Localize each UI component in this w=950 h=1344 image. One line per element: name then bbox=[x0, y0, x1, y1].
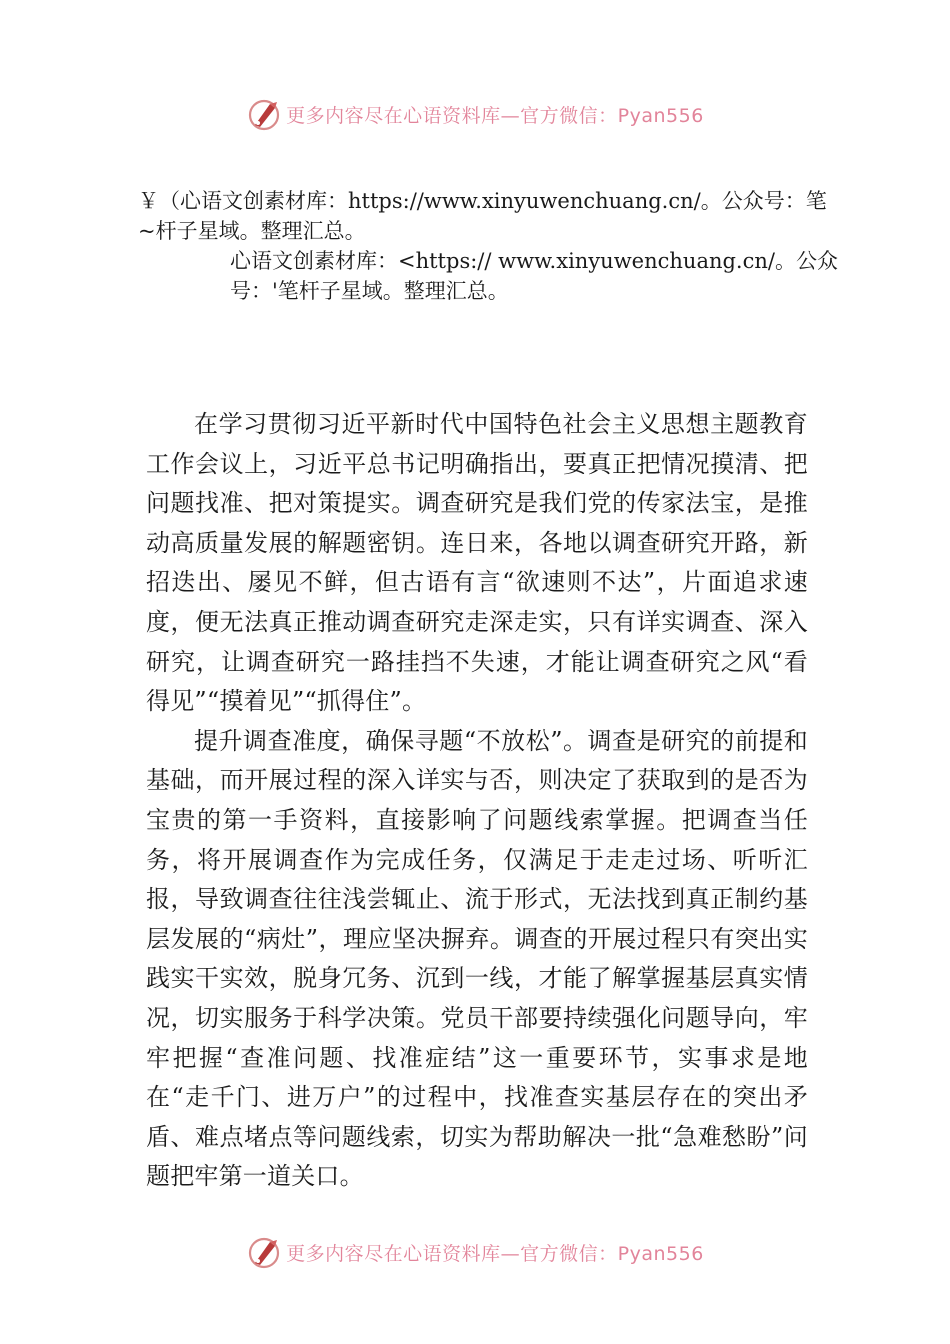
article-paragraph: 在学习贯彻习近平新时代中国特色社会主义思想主题教育工作会议上，习近平总书记明确指出，要真正把情况摸清、把问题找准、把对策提实。调查研究是我们党的传家法宝，是推动高质量发展的解题密钥。连日来，各地以调查研究开路，新招迭出、屡见不鲜，但古语有言“欲速则不达”，片面追求速度，便无法真正推动调查研究走深走实，只有详实调查、深入研究，让调查研究一路挂挡不失速，才能让调查研究之风“看得见”“摸着见”“抓得住”。 bbox=[146, 410, 808, 716]
source-note-1: ￥（心语文创素材库：https://www.xinyuwenchuang.cn/。公众号：笔~杆子星域。整理汇总。 bbox=[138, 189, 827, 243]
article-body bbox=[146, 405, 808, 1197]
header-banner bbox=[0, 94, 950, 134]
banner-text: 更多内容尽在心语资料库—官方微信：Pyan556 bbox=[286, 104, 704, 127]
source-note-2: 心语文创素材库：<https:// www.xinyuwenchuang.cn/。公众号：'笔杆子星域。整理汇总。 bbox=[230, 249, 838, 303]
article-paragraph: 提升调查准度，确保寻题“不放松”。调查是研究的前提和基础，而开展过程的深入详实与否，则决定了获取到的是否为宝贵的第一手资料，直接影响了问题线索掌握。把调查当任务，将开展调查作为完成任务，仅满足于走走过场、听听汇报，导致调查往往浅尝辄止、流于形式，无法找到真正制约基层发展的“病灶”，理应坚决摒弃。调查的开展过程只有突出实践实干实效，脱身冗务、沉到一线，才能了解掌握基层真实情况，切实服务于科学决策。党员干部要持续强化问题导向，牢牢把握“查准问题、找准症结”这一重要环节，实事求是地在“走千门、进万户”的过程中，找准查实基层存在的突出矛盾、难点堵点等问题线索，切实为帮助解决一批“急难愁盼”问题把牢第一道关口。 bbox=[146, 726, 808, 1191]
wechat-id: Pyan556 bbox=[617, 104, 704, 127]
pen-nib-logo-icon bbox=[246, 1234, 282, 1270]
wechat-id: Pyan556 bbox=[617, 1242, 704, 1265]
footer-banner bbox=[0, 1232, 950, 1272]
pen-nib-logo-icon bbox=[246, 96, 282, 132]
banner-text: 更多内容尽在心语资料库—官方微信：Pyan556 bbox=[286, 1242, 704, 1265]
